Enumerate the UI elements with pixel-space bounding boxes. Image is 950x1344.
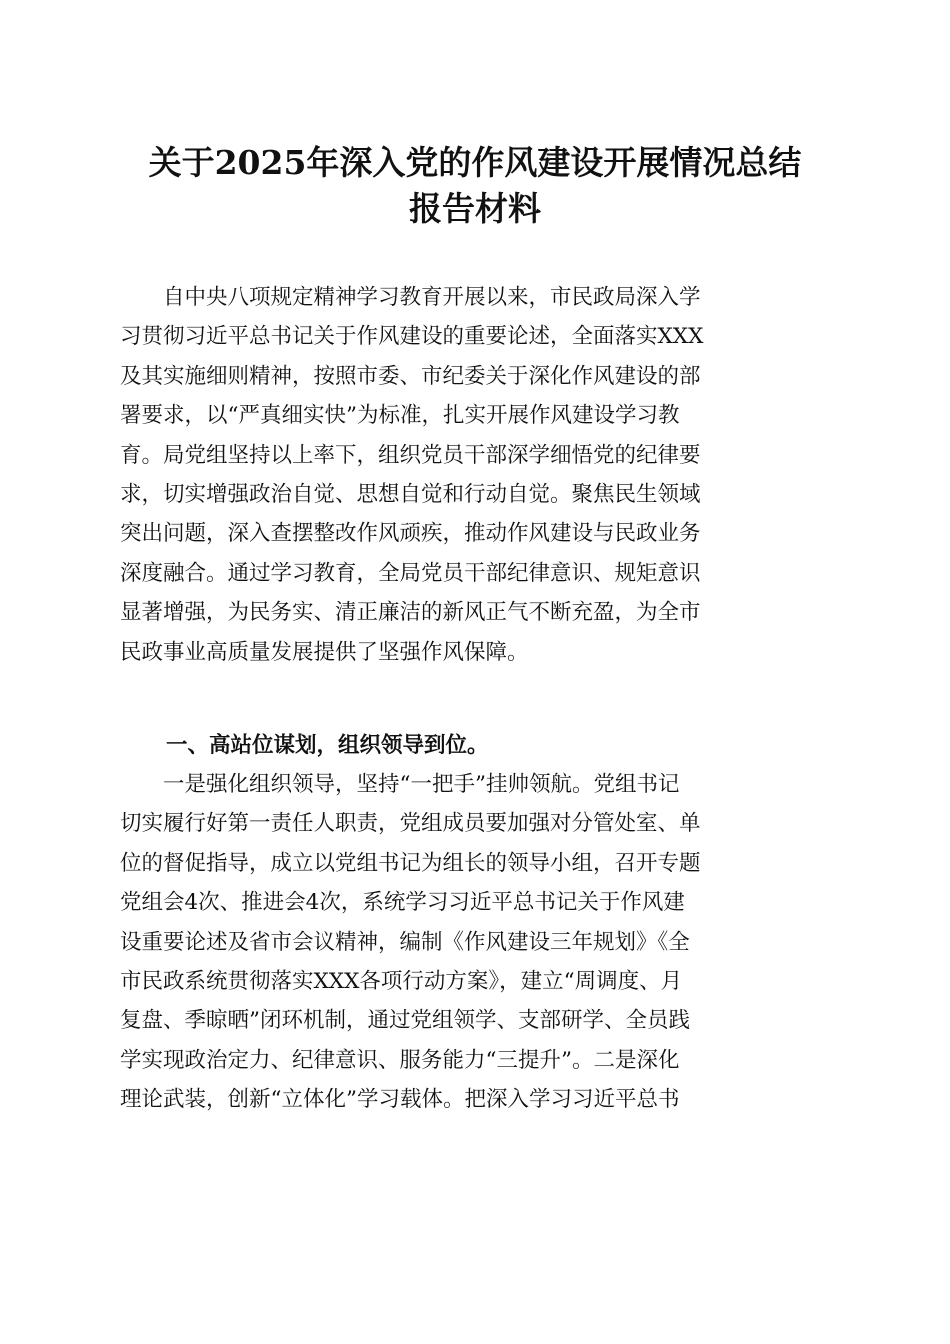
- intro-line: 显著增强，为民务实、清正廉洁的新风正气不断充盈，为全市: [120, 600, 701, 626]
- section1-line: 学实现政治定力、纪律意识、服务能力“三提升”。二是深化: [120, 1047, 680, 1073]
- document-title-line-2: 报告材料: [409, 189, 541, 228]
- intro-line: 深度融合。通过学习教育，全局党员干部纪律意识、规矩意识: [120, 560, 701, 586]
- section-heading-1: 一、高站位谋划，组织领导到位。: [166, 733, 489, 758]
- intro-paragraph: [120, 278, 830, 672]
- section1-line: 设重要论述及省市会议精神，编制《作风建设三年规划》《全: [120, 929, 690, 955]
- section1-line: 复盘、季晾晒”闭环机制，通过党组领学、支部研学、全员践: [120, 1008, 690, 1034]
- intro-line: 突出问题，深入查摆整改作风顽疾，推动作风建设与民政业务: [120, 521, 701, 547]
- intro-line: 自中央八项规定精神学习教育开展以来，市民政局深入学: [120, 285, 701, 310]
- section1-line: 位的督促指导，成立以党组书记为组长的领导小组，召开专题: [120, 850, 701, 876]
- section1-line: 切实履行好第一责任人职责，党组成员要加强对分管处室、单: [120, 811, 701, 837]
- intro-line: 及其实施细则精神，按照市委、市纪委关于深化作风建设的部: [120, 363, 701, 389]
- document-title-line-1: 关于2025年深入党的作风建设开展情况总结: [148, 143, 802, 182]
- section1-line: 一是强化组织领导，坚持“一把手”挂帅领航。党组书记: [120, 772, 680, 797]
- intro-line: 习贯彻习近平总书记关于作风建设的重要论述，全面落实XXX: [120, 324, 704, 350]
- intro-line: 育。局党组坚持以上率下，组织党员干部深学细悟党的纪律要: [120, 442, 701, 468]
- section1-paragraph: [120, 765, 830, 1120]
- intro-line: 民政事业高质量发展提供了坚强作风保障。: [120, 639, 529, 665]
- section1-line: 市民政系统贯彻落实XXX各项行动方案》，建立“周调度、月: [120, 968, 683, 994]
- section1-line: 党组会4次、推进会4次，系统学习习近平总书记关于作风建: [120, 890, 685, 916]
- intro-line: 求，切实增强政治自觉、思想自觉和行动自觉。聚焦民生领域: [120, 481, 701, 507]
- intro-line: 署要求，以“严真细实快”为标准，扎实开展作风建设学习教: [120, 403, 680, 429]
- section1-line: 理论武装，创新“立体化”学习载体。把深入学习习近平总书: [120, 1087, 680, 1113]
